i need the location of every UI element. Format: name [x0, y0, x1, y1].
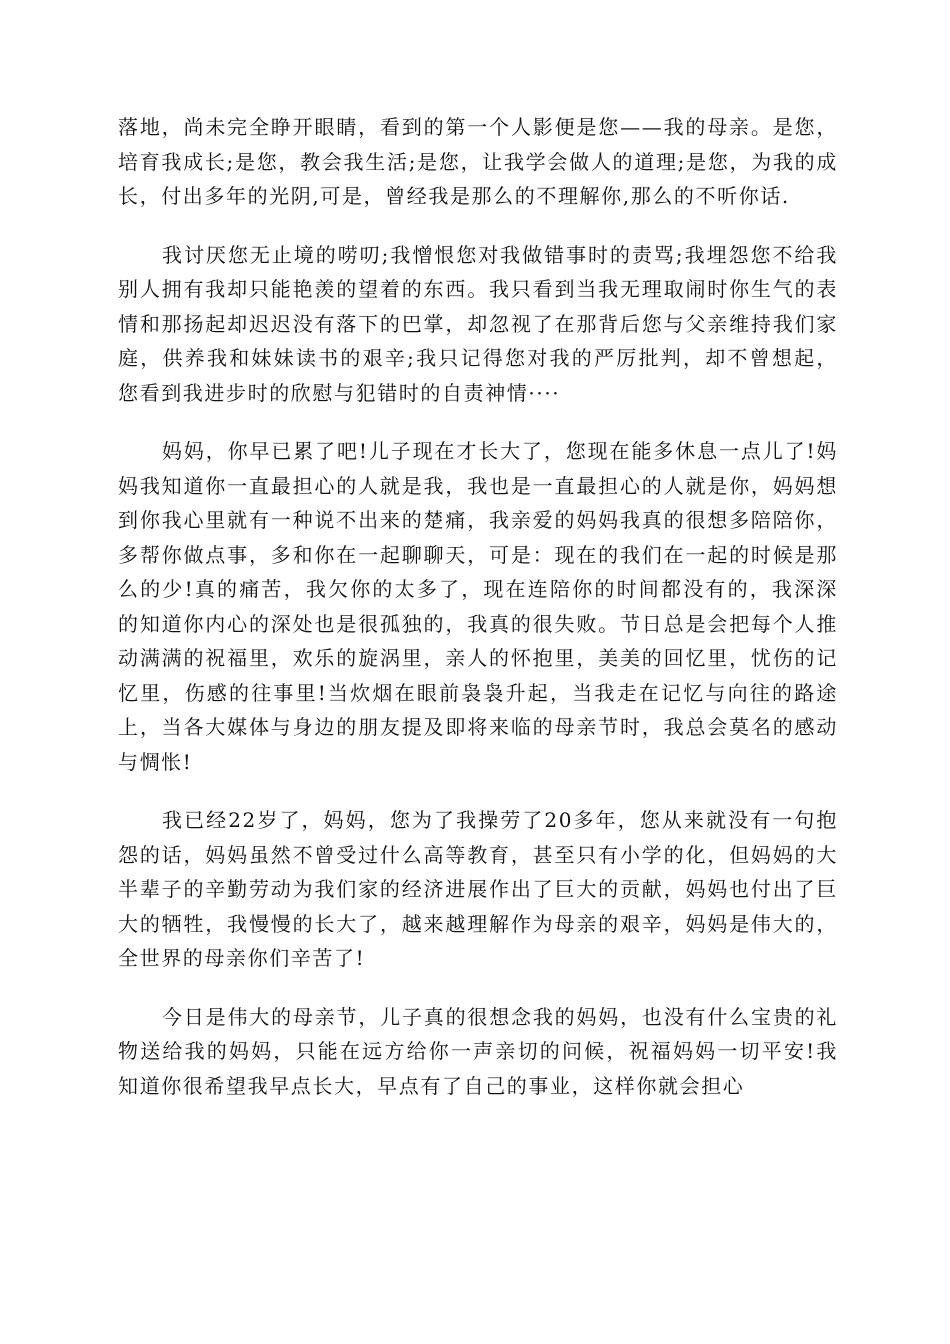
document-body — [118, 110, 838, 1103]
paragraph-2: 我讨厌您无止境的唠叨;我憎恨您对我做错事时的责骂;我埋怨您不给我别人拥有我却只能艳羡的望着的东西。我只看到当我无理取闹时你生气的表情和那扬起却迟迟没有落下的巴掌，却忽视了在那背后您与父亲维持我们家庭，供养我和妹妹读书的艰辛;我只记得您对我的严厉批判，却不曾想起，您看到我进步时的欣慰与犯错时的自责神情···· — [118, 242, 838, 405]
paragraph-5: 今日是伟大的母亲节，儿子真的很想念我的妈妈，也没有什么宝贵的礼物送给我的妈妈，只能在远方给你一声亲切的问候，祝福妈妈一切平安!我知道你很希望我早点长大，早点有了自己的事业，这样你就会担心 — [118, 1004, 838, 1098]
paragraph-4: 我已经22岁了，妈妈，您为了我操劳了20多年，您从来就没有一句抱怨的话，妈妈虽然不曾受过什么高等教育，甚至只有小学的化，但妈妈的大半辈子的辛勤劳动为我们家的经济进展作出了巨大的贡献，妈妈也付出了巨大的牺牲，我慢慢的长大了，越来越理解作为母亲的艰辛，妈妈是伟大的，全世界的母亲你们辛苦了! — [118, 808, 838, 970]
paragraph-1: 落地，尚未完全睁开眼睛，看到的第一个人影便是您——我的母亲。是您，培育我成长;是您，教会我生活;是您，让我学会做人的道理;是您，为我的成长，付出多年的光阴,可是，曾经我是那么的不理解你,那么的不听你话. — [118, 115, 838, 208]
paragraph-3: 妈妈，你早已累了吧!儿子现在才长大了，您现在能多休息一点儿了!妈妈我知道你一直最担心的人就是我，我也是一直最担心的人就是你，妈妈想到你我心里就有一种说不出来的楚痛，我亲爱的妈妈我真的很想多陪陪你，多帮你做点事，多和你在一起聊聊天，可是：现在的我们在一起的时候是那么的少!真的痛苦，我欠你的太多了，现在连陪你的时间都没有的，我深深的知道你内心的深处也是很孤独的，我真的很失败。节日总是会把每个人推动满满的祝福里，欢乐的旋涡里，亲人的怀抱里，美美的回忆里，忧伤的记忆里，伤感的往事里!当炊烟在眼前袅袅升起，当我走在记忆与向往的路途上，当各大媒体与身边的朋友提及即将来临的母亲节时，我总会莫名的感动与惆怅! — [118, 439, 838, 774]
